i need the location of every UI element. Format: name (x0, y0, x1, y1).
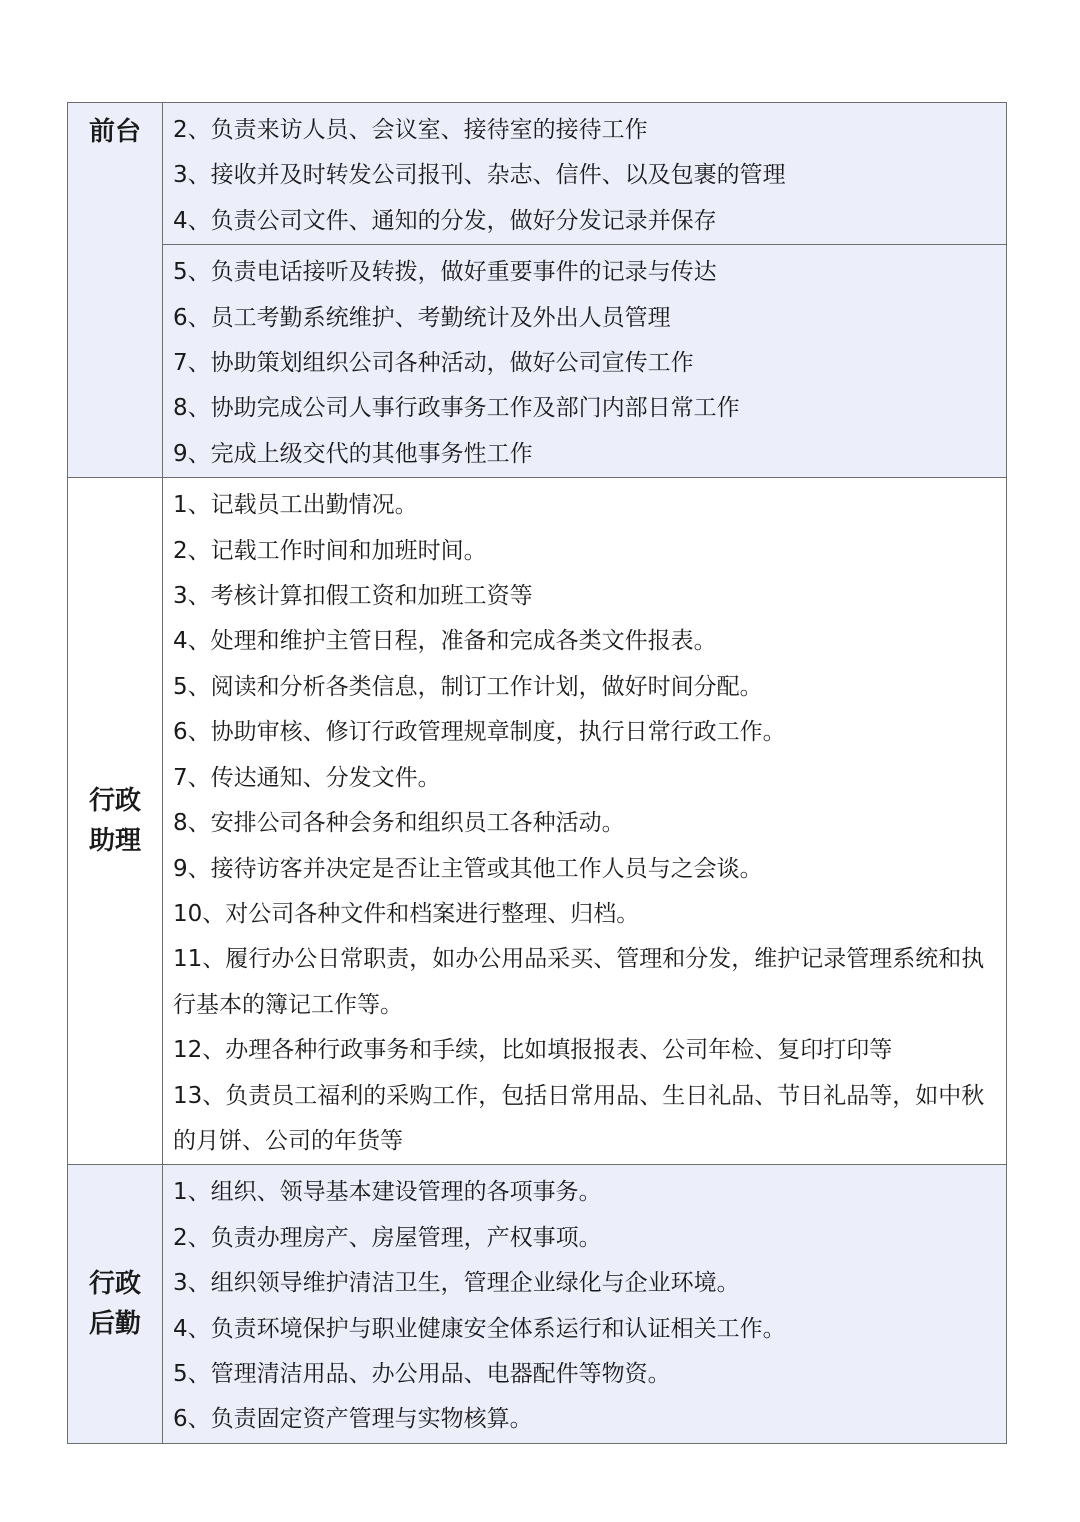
list-item: 5、阅读和分析各类信息，制订工作计划，做好时间分配。 (173, 673, 763, 700)
list-item: 9、接待访客并决定是否让主管或其他工作人员与之会谈。 (173, 855, 763, 882)
section-content (163, 1165, 1007, 1442)
list-item: 12、办理各种行政事务和手续，比如填报报表、公司年检、复印打印等 (173, 1037, 893, 1064)
sub-block (163, 244, 1006, 477)
section-label-cell (68, 103, 163, 477)
section-label: 行政后勤 (88, 1269, 141, 1340)
section-label-cell (68, 1165, 163, 1442)
section-content (163, 103, 1007, 477)
section-label-cell (68, 478, 163, 1164)
list-item: 9、完成上级交代的其他事务性工作 (173, 440, 533, 467)
list-item: 7、传达通知、分发文件。 (173, 764, 441, 791)
list-item: 8、安排公司各种会务和组织员工各种活动。 (173, 810, 625, 837)
section-label: 行政助理 (88, 786, 141, 857)
list-item: 6、协助审核、修订行政管理规章制度，执行日常行政工作。 (173, 719, 786, 746)
section-label: 前台 (88, 117, 141, 147)
list-item: 4、处理和维护主管日程，准备和完成各类文件报表。 (173, 628, 717, 655)
sub-block (163, 1165, 1006, 1442)
list-item: 3、组织领导维护清洁卫生，管理企业绿化与企业环境。 (173, 1270, 740, 1297)
list-item: 10、对公司各种文件和档案进行整理、归档。 (173, 900, 640, 927)
list-item: 4、负责公司文件、通知的分发，做好分发记录并保存 (173, 207, 717, 234)
sub-block (163, 103, 1006, 244)
list-item: 8、协助完成公司人事行政事务工作及部门内部日常工作 (173, 395, 740, 422)
list-item: 6、负责固定资产管理与实物核算。 (173, 1406, 533, 1433)
section-content (163, 478, 1007, 1164)
list-item: 4、负责环境保护与职业健康安全体系运行和认证相关工作。 (173, 1315, 786, 1342)
list-item: 3、考核计算扣假工资和加班工资等 (173, 583, 533, 610)
list-item: 3、接收并及时转发公司报刊、杂志、信件、以及包裹的管理 (173, 162, 786, 189)
list-item: 1、组织、领导基本建设管理的各项事务。 (173, 1179, 602, 1206)
list-item: 2、负责来访人员、会议室、接待室的接待工作 (173, 117, 648, 143)
section-front-desk (68, 103, 1007, 478)
list-item: 1、记载员工出勤情况。 (173, 492, 418, 519)
list-item: 5、管理清洁用品、办公用品、电器配件等物资。 (173, 1360, 671, 1387)
list-item: 7、协助策划组织公司各种活动，做好公司宣传工作 (173, 350, 694, 377)
responsibilities-table (67, 102, 1007, 1444)
list-item: 2、负责办理房产、房屋管理，产权事项。 (173, 1224, 602, 1251)
section-admin-logistics (68, 1165, 1007, 1443)
list-item: 13、负责员工福利的采购工作，包括日常用品、生日礼品、节日礼品等，如中秋的月饼、公司的年货等 (173, 1082, 985, 1154)
list-item: 6、员工考勤系统维护、考勤统计及外出人员管理 (173, 304, 671, 331)
list-item: 5、负责电话接听及转拨，做好重要事件的记录与传达 (173, 259, 717, 286)
list-item: 2、记载工作时间和加班时间。 (173, 537, 487, 564)
sub-block (163, 478, 1006, 1164)
section-admin-assistant (68, 478, 1007, 1165)
list-item: 11、履行办公日常职责，如办公用品采买、管理和分发，维护记录管理系统和执行基本的簿记工作等。 (173, 946, 985, 1018)
